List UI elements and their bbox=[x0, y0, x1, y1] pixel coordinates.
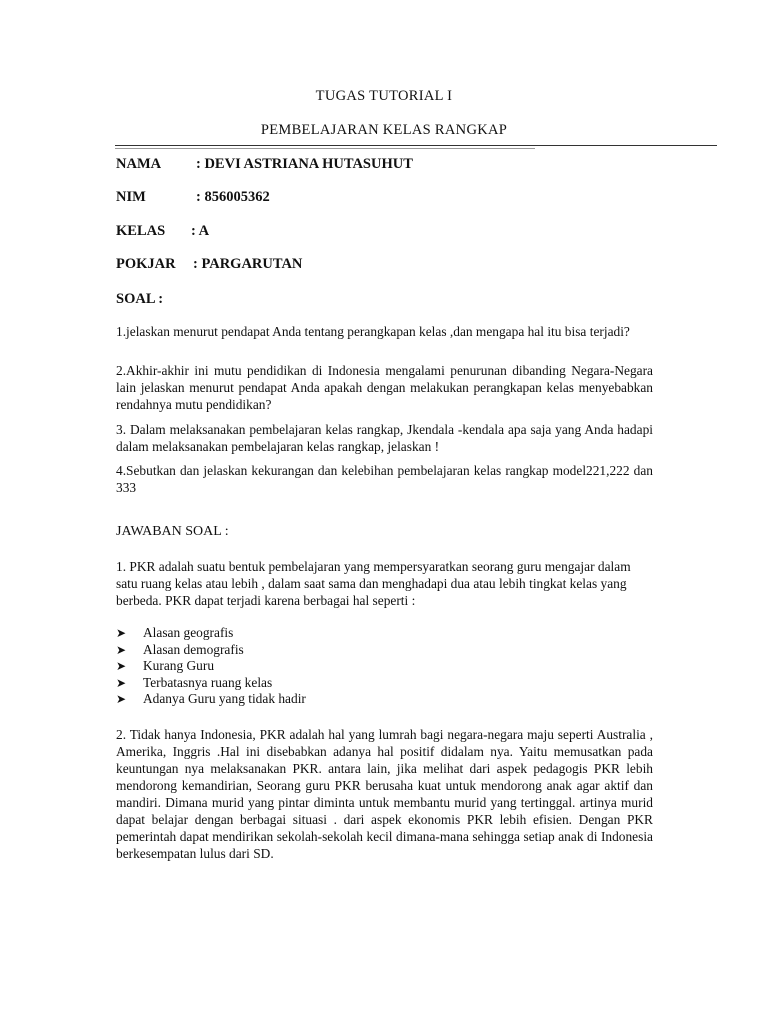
list-item: ➤ Alasan geografis bbox=[116, 625, 234, 640]
field-nama bbox=[116, 156, 413, 173]
document-subtitle: PEMBELAJARAN KELAS RANGKAP bbox=[260, 122, 508, 138]
field-pokjar bbox=[116, 256, 303, 273]
answers-heading: JAWABAN SOAL : bbox=[116, 524, 229, 539]
field-label: POKJAR bbox=[116, 256, 176, 272]
list-item: ➤ Adanya Guru yang tidak hadir bbox=[116, 691, 306, 707]
question-3: 3. Dalam melaksanakan pembelajaran kelas rangkap, Jkendala -kendala apa saja yang Anda hadapi dalam melaksanakan pembelajaran kelas rangkap, jelaskan ! bbox=[116, 422, 653, 454]
field-kelas bbox=[116, 223, 210, 240]
arrowhead-bullet-icon: ➤ bbox=[116, 642, 127, 657]
arrowhead-bullet-icon: ➤ bbox=[116, 675, 127, 690]
answer-1: 1. PKR adalah suatu bentuk pembelajaran yang mempersyaratkan seorang guru mengajar dalam satu ruang kelas atau lebih , dalam saat sama dan menghadapi dua atau lebih tingkat kelas yang berbeda. PKR dapat terjadi karena berbagai hal seperti : bbox=[116, 559, 631, 608]
field-value: : DEVI ASTRIANA HUTASUHUT bbox=[196, 156, 413, 172]
arrowhead-bullet-icon: ➤ bbox=[116, 659, 127, 674]
field-label: SOAL : bbox=[116, 291, 164, 307]
section-soal-heading bbox=[116, 291, 163, 308]
field-value: : A bbox=[191, 223, 210, 239]
answer-2: 2. Tidak hanya Indonesia, PKR adalah hal yang lumrah bagi negara-negara maju seperti Australia , Amerika, Inggris .Hal ini disebabkan adanya hal positif didalam nya. Yaitu memusatkan pada keuntungan nya melaksanakan PKR. antara lain, jika melihat dari aspek pedagogis PKR lebih mendorong kemandirian, Seorang guru PKR berusaha kuat untuk mendorong anak agar aktif dan mandiri. Dimana murid yang pintar diminta untuk membantu murid yang tertinggal. artinya murid dapat belajar dengan berbagai situasi . dari aspek ekonomis PKR lebih efisien. Dengan PKR pemerintah dapat mendirikan sekolah-sekolah kecil dimana-mana sehingga setiap anak di Indonesia berkesempatan lulus dari SD. bbox=[116, 727, 653, 861]
list-item: ➤ Kurang Guru bbox=[116, 658, 215, 674]
document-title: TUGAS TUTORIAL I bbox=[315, 88, 453, 104]
list-item: ➤ Terbatasnya ruang kelas bbox=[116, 674, 273, 690]
field-label: KELAS bbox=[116, 223, 166, 239]
field-nim bbox=[116, 189, 270, 206]
arrowhead-bullet-icon: ➤ bbox=[116, 626, 127, 640]
list-item: ➤ Alasan demografis bbox=[116, 641, 244, 657]
field-label: NAMA bbox=[116, 156, 162, 172]
arrowhead-bullet-icon: ➤ bbox=[116, 692, 127, 707]
question-4: 4.Sebutkan dan jelaskan kekurangan dan kelebihan pembelajaran kelas rangkap model221,222 dan 333 bbox=[116, 463, 653, 495]
question-2: 2.Akhir-akhir ini mutu pendidikan di Indonesia mengalami penurunan dibanding Negara-Negara lain jelaskan menurut pendapat Anda apakah dengan melakukan perangkapan kelas menyebabkan rendahnya mutu pendidikan? bbox=[116, 363, 653, 412]
question-1: 1.jelaskan menurut pendapat Anda tentang perangkapan kelas ,dan mengapa hal itu bisa terjadi? bbox=[116, 324, 630, 339]
title-divider-shadow bbox=[115, 148, 535, 149]
field-value: : 856005362 bbox=[196, 189, 270, 205]
reason-list bbox=[116, 625, 306, 708]
field-label: NIM bbox=[116, 189, 146, 205]
title-divider bbox=[115, 145, 717, 146]
field-value: : PARGARUTAN bbox=[193, 256, 303, 272]
